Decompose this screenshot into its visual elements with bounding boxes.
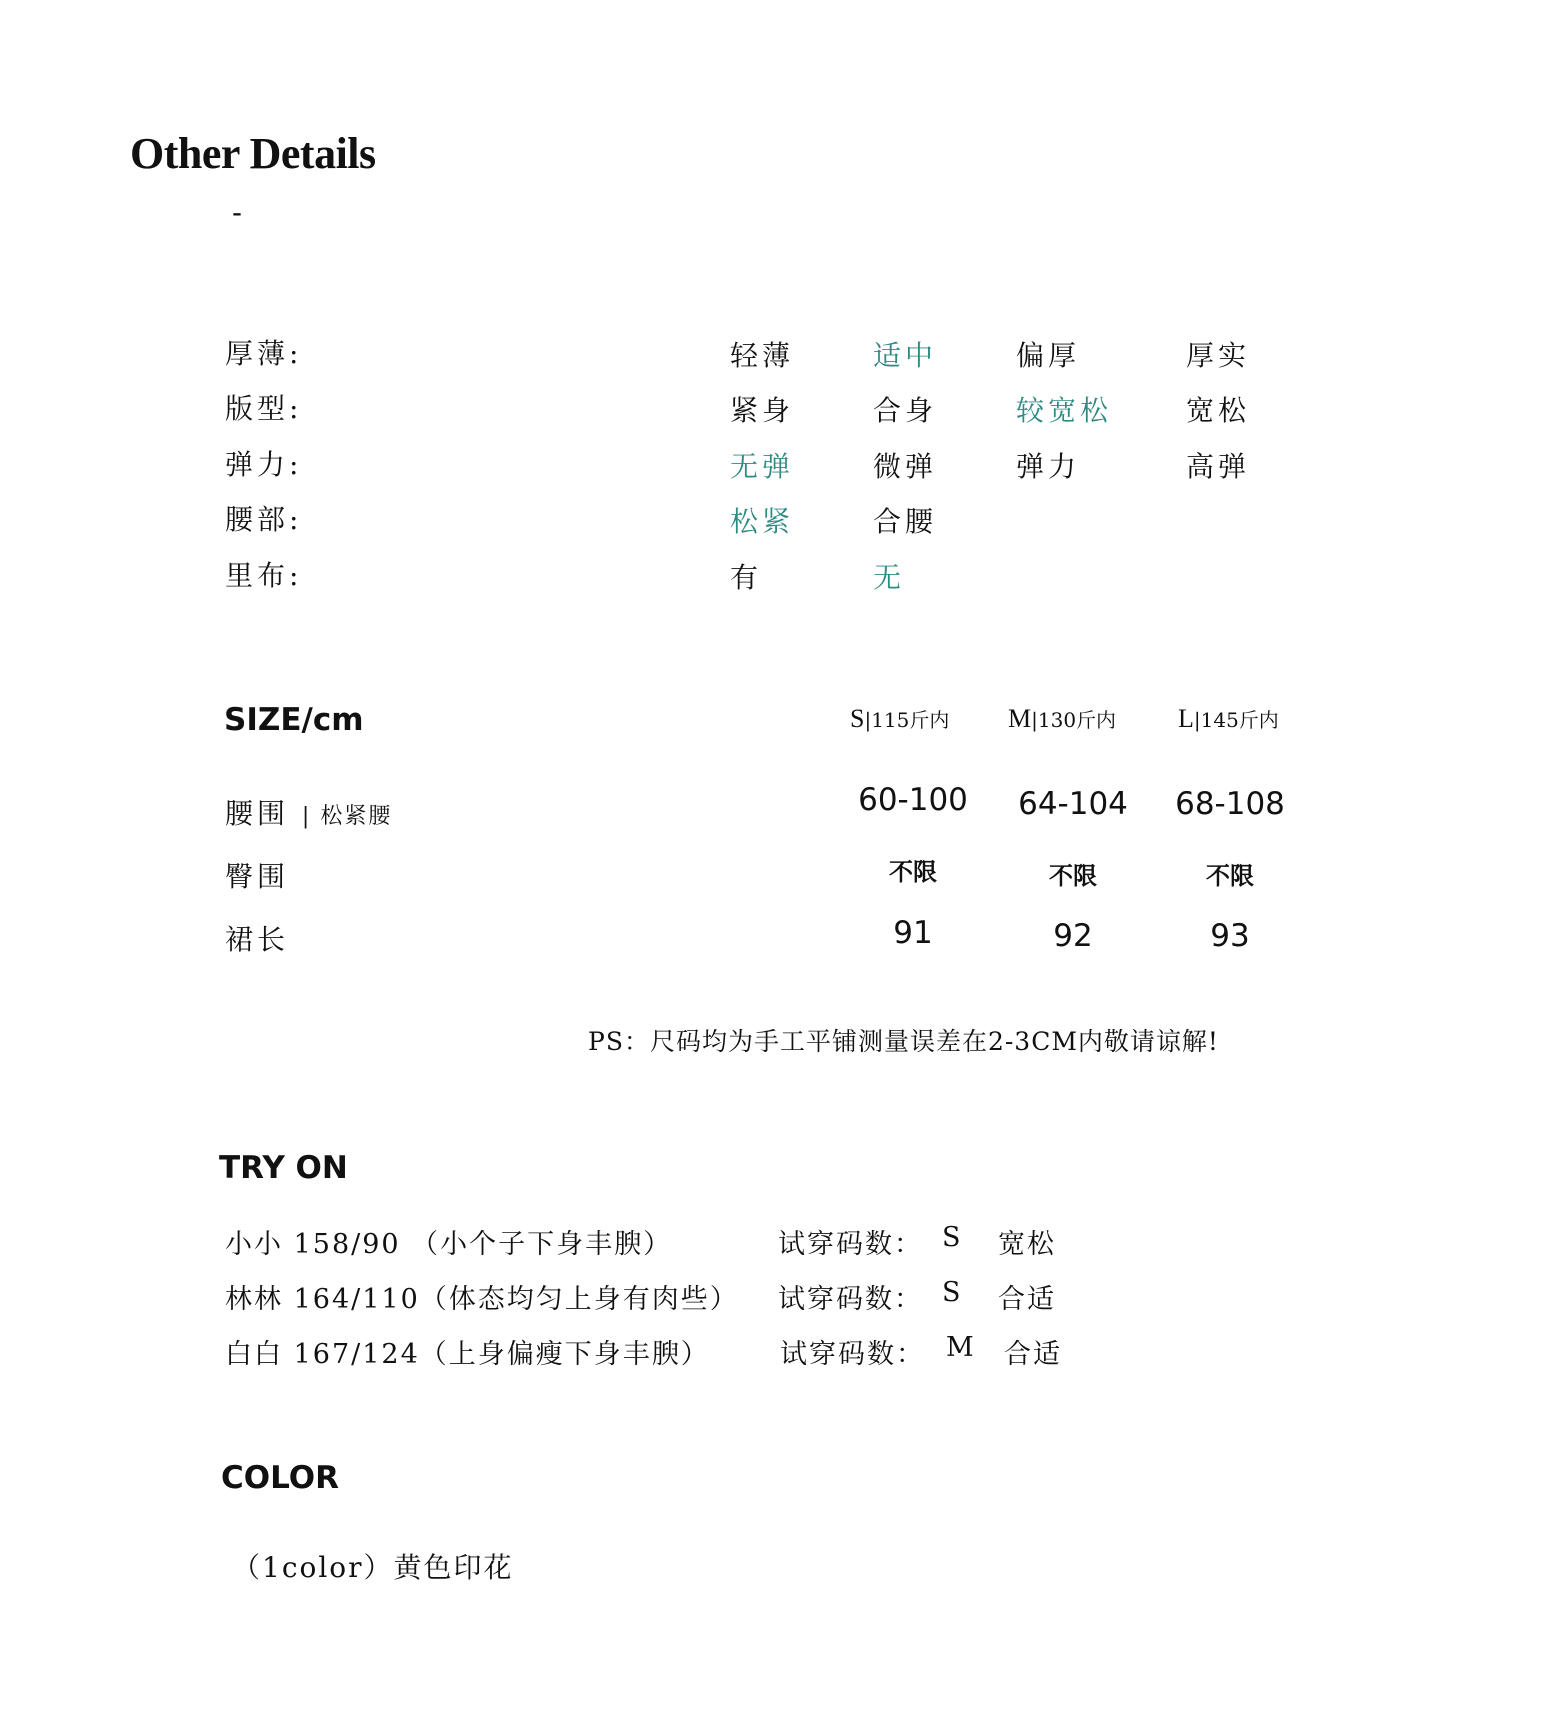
attr-option: 宽松: [1186, 394, 1251, 427]
attr-option: 微弹: [873, 450, 938, 483]
measure-value: 60-100: [858, 782, 968, 818]
measure-value: 92: [1053, 918, 1093, 954]
measure-label-hip: 臀围: [225, 860, 290, 893]
try-on-person: 林林 164/110（体态均匀上身有肉些）: [225, 1284, 739, 1315]
color-heading: COLOR: [221, 1460, 339, 1496]
try-on-size: S: [942, 1222, 963, 1253]
attr-option: 紧身: [730, 394, 795, 427]
attr-option-selected: 适中: [873, 339, 938, 372]
attr-option-selected: 较宽松: [1016, 394, 1113, 427]
attr-option-selected: 无: [873, 561, 906, 594]
attr-label-lining: 里布:: [225, 559, 303, 592]
measure-label-waist: [225, 792, 392, 832]
size-range: |130斤内: [1031, 708, 1117, 732]
color-option: （1color）黄色印花: [232, 1551, 514, 1584]
try-on-fit: 合适: [998, 1284, 1056, 1315]
attr-option: 有: [730, 561, 763, 594]
page-title: Other Details: [130, 129, 376, 178]
try-on-size: S: [942, 1277, 963, 1308]
try-on-size: M: [946, 1332, 976, 1363]
measure-value: 91: [893, 915, 933, 951]
attr-label-thickness: 厚薄:: [225, 337, 303, 370]
measure-name: 腰围: [225, 797, 290, 830]
attr-label-elasticity: 弹力:: [225, 448, 303, 481]
measure-label-length: 裙长: [225, 923, 290, 956]
try-on-size-label: 试穿码数：: [778, 1229, 923, 1260]
title-dash: -: [232, 196, 242, 229]
try-on-size-label: 试穿码数：: [778, 1284, 923, 1315]
attr-option: 偏厚: [1016, 339, 1081, 372]
attr-option: 厚实: [1186, 339, 1251, 372]
measurement-note: PS：尺码均为手工平铺测量误差在2-3CM内敬请谅解!: [588, 1027, 1219, 1056]
attr-label-fit: 版型:: [225, 392, 303, 425]
try-on-person: 白白 167/124（上身偏瘦下身丰腴）: [225, 1339, 710, 1370]
size-column-m: [1008, 704, 1116, 734]
size-label: L: [1178, 704, 1194, 733]
try-on-fit: 宽松: [998, 1229, 1056, 1260]
measure-sub: | 松紧腰: [301, 804, 393, 829]
size-label: M: [1008, 704, 1032, 733]
measure-value: 不限: [1206, 862, 1254, 890]
attr-option-selected: 松紧: [730, 505, 795, 538]
attr-option-selected: 无弹: [730, 450, 795, 483]
measure-value: 不限: [889, 858, 937, 886]
size-range: |145斤内: [1193, 708, 1279, 732]
try-on-fit: 合适: [1004, 1339, 1062, 1370]
attr-option: 合腰: [873, 505, 938, 538]
size-column-l: [1178, 704, 1279, 734]
attr-label-waist: 腰部:: [225, 503, 303, 536]
try-on-person: 小小 158/90 （小个子下身丰腴）: [225, 1229, 673, 1260]
try-on-heading: TRY ON: [219, 1150, 348, 1186]
measure-value: 68-108: [1175, 786, 1285, 822]
measure-value: 64-104: [1018, 786, 1128, 822]
measure-value: 不限: [1049, 862, 1097, 890]
size-column-s: [850, 704, 949, 734]
measure-value: 93: [1210, 918, 1250, 954]
size-range: |115斤内: [864, 708, 950, 732]
attr-option: 合身: [873, 394, 938, 427]
attr-option: 轻薄: [730, 339, 795, 372]
attr-option: 高弹: [1186, 450, 1251, 483]
attr-option: 弹力: [1016, 450, 1081, 483]
try-on-size-label: 试穿码数：: [780, 1339, 925, 1370]
size-heading: SIZE/cm: [224, 702, 364, 738]
size-label: S: [850, 704, 865, 733]
